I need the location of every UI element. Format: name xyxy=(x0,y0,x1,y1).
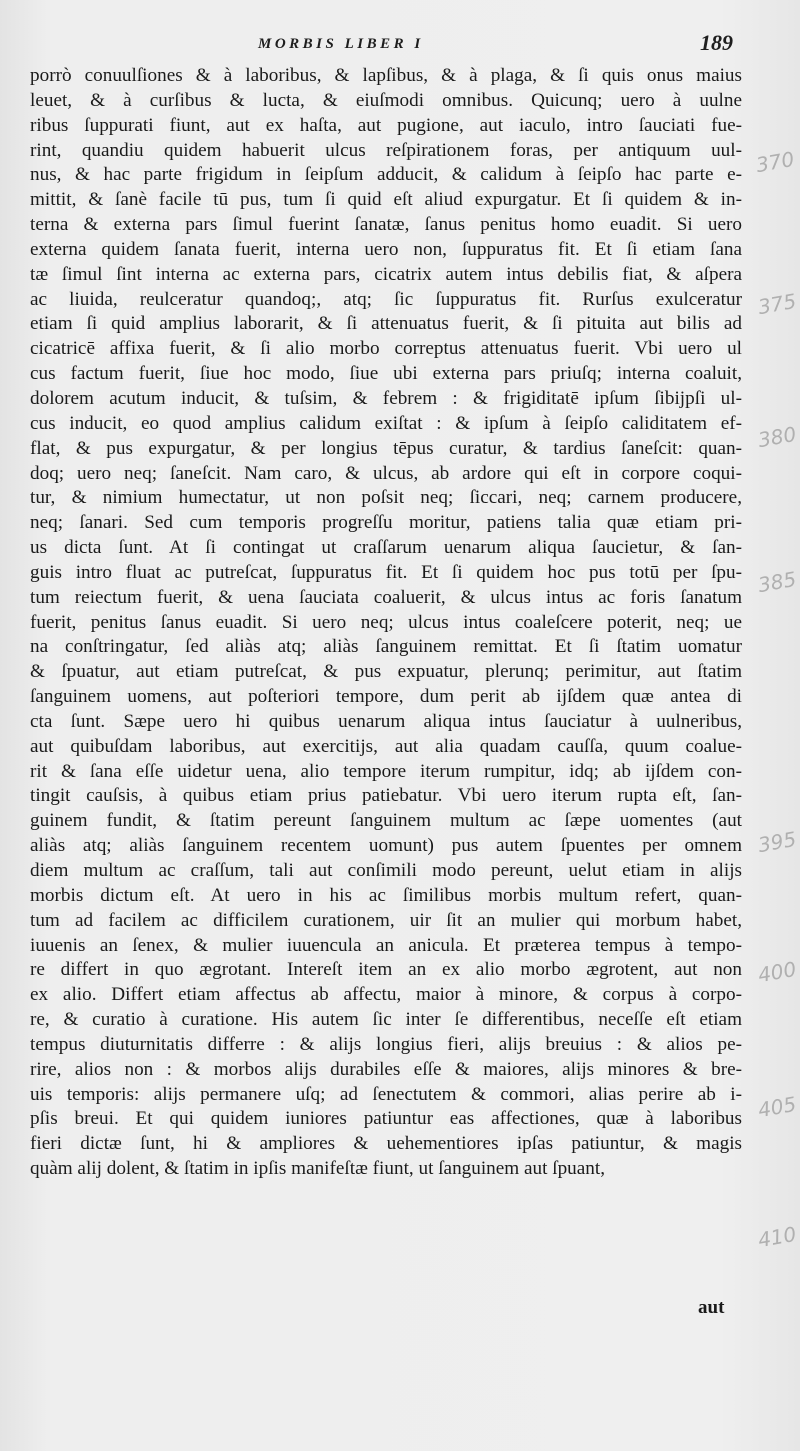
text-line: ſanguinem uomens, aut poſteriori tempore, dum perit ab ijſdem quæ antea di xyxy=(30,686,742,708)
text-line: cus factum fuerit, ſiue hoc modo, ſiue ubi externa pars priuſq; interna coaluit, xyxy=(30,363,742,385)
margin-note: 385 xyxy=(756,566,798,598)
text-line: terna & externa pars ſimul fuerint ſanatæ, ſanus penitus homo euadit. Si uero xyxy=(30,214,742,236)
text-line: tum ad facilem ac difficilem curationem, uir ſit an mulier qui morbum habet, xyxy=(30,909,742,931)
text-line: guinem fundit, & ſtatim pereunt ſanguinem multum ac ſæpe uomentes (aut xyxy=(30,810,742,832)
text-line: tur, & nimium humectatur, ut non poſsit neq; ſiccari, neq; carnem producere, xyxy=(30,487,742,509)
text-line: nus, & hac parte frigidum in ſeipſum adducit, & calidum à ſeipſo hac parte e- xyxy=(30,164,742,186)
text-line: uis temporis: alijs permanere uſq; ad ſenectutem & commori, alias perire ab i- xyxy=(30,1083,742,1105)
text-line: rit & ſana eſſe uidetur uena, alio tempore iterum rumpitur, idq; ab ijſdem con- xyxy=(30,760,742,782)
text-line: cicatricē affixa fuerit, & ſi alio morbo correptus attenuatus fuerit. Vbi uero ul xyxy=(30,338,742,360)
text-line: fuerit, penitus ſanus euadit. Si uero neq; ulcus intus coaleſcere poterit, neq; ue xyxy=(30,611,742,633)
margin-note: 395 xyxy=(756,826,798,858)
page-header xyxy=(0,30,800,60)
text-line: quàm alij dolent, & ſtatim in ipſis manifeſtæ fiunt, ut ſanguinem aut ſpuant, xyxy=(30,1158,606,1180)
text-line: morbis dictum eſt. At uero in his ac ſimilibus morbis multum refert, quan- xyxy=(30,884,742,906)
text-line: dolorem acutum inducit, & tuſsim, & febrem : & frigiditatē ipſum ſibijpſi ul- xyxy=(30,387,742,409)
text-line: mittit, & ſanè facile tū pus, tum ſi quid eſt aliud expurgatur. Et ſi quidem & in- xyxy=(30,189,742,211)
text-line: externa quidem ſanata fuerit, interna uero non, ſuppuratus fit. Et ſi etiam ſana xyxy=(30,238,742,260)
text-line: re, & curatio à curatione. His autem ſic inter ſe differentibus, neceſſe eſt etiam xyxy=(30,1009,742,1031)
text-line: rire, alios non : & morbos alijs durabiles eſſe & maiores, alijs minores & bre- xyxy=(30,1058,742,1080)
text-line: cus inducit, eo quod amplius calidum exiſtat : & ipſum à ſeipſo caliditatem ef- xyxy=(30,412,742,434)
margin-note: 370 xyxy=(754,146,796,178)
text-line: re differt in quo ægrotant. Intereſt item an ex alio morbo ægrotent, aut non xyxy=(30,959,742,981)
text-line: tempus diuturnitatis differre : & alijs longius fieri, alijs breuius : & alios pe- xyxy=(30,1033,742,1055)
page-number: 189 xyxy=(700,30,733,55)
text-line: diem multum ac craſſum, tali aut conſimili modo pereunt, uelut etiam in alijs xyxy=(30,860,742,881)
margin-note: 375 xyxy=(756,288,798,320)
text-line: & ſpuatur, aut etiam putreſcat, & pus expuatur, plerunq; perimitur, aut ſtatim xyxy=(30,661,742,683)
text-line: na conſtringatur, ſed aliàs atq; aliàs ſanguinem remittat. Et ſi ſtatim uomatur xyxy=(30,636,742,658)
body-text xyxy=(30,64,742,1182)
text-line: tum reiectum fuerit, & uena ſauciata coaluerit, & ulcus intus ac foris ſanatum xyxy=(30,586,742,608)
margin-note: 400 xyxy=(756,956,798,988)
text-line: ex alio. Differt etiam affectus ab affectu, maior à minore, & corpus à corpo- xyxy=(30,984,742,1006)
text-line: us dicta ſunt. At ſi contingat ut craſſarum uenarum aliqua ſaucietur, & ſan- xyxy=(30,537,742,559)
text-line: aut quibuſdam laboribus, aut exercitijs, aut alia quadam cauſſa, quum coalue- xyxy=(30,735,742,757)
running-head: MORBIS LIBER I xyxy=(258,36,424,52)
text-line: tæ ſimul ſint interna ac externa pars, cicatrix autem intus debilis fiat, & aſpera xyxy=(30,263,742,285)
text-line: rint, quandiu quidem habuerit ulcus reſpirationem foras, per antiquum uul- xyxy=(30,139,742,161)
text-line: ribus ſuppurati fiunt, aut ex haſta, aut pugione, aut iaculo, intro ſauciati fue- xyxy=(30,114,742,136)
text-line: fieri dictæ ſunt, hi & ampliores & uehementiores ipſas patiuntur, & magis xyxy=(30,1133,742,1155)
text-line: aliàs atq; aliàs ſanguinem recentem uomunt) pus autem ſpuentes per omnem xyxy=(30,835,742,857)
text-line: etiam ſi quid amplius laborarit, & ſi attenuatus fuerit, & ſi pituita aut bilis ad xyxy=(30,313,742,335)
text-line: pſis breui. Et qui quidem iuniores patiuntur eas affectiones, quæ à laboribus xyxy=(30,1108,742,1130)
text-line: flat, & pus expurgatur, & per longius tēpus curatur, & tardius ſaneſcit: quan- xyxy=(30,437,742,459)
margin-note: 380 xyxy=(756,421,798,453)
margin-note: 410 xyxy=(756,1221,798,1253)
margin-note: 405 xyxy=(756,1091,798,1123)
text-line: neq; ſanari. Sed cum temporis progreſſu moritur, patiens talia quæ etiam pri- xyxy=(30,512,742,534)
text-line: iuuenis an ſenex, & mulier iuuencula an anicula. Et præterea tempus à tempo- xyxy=(30,934,742,956)
text-line: leuet, & à curſibus & lucta, & eiuſmodi omnibus. Quicunq; uero à uulne xyxy=(30,89,742,111)
text-line: doq; uero neq; ſaneſcit. Nam caro, & ulcus, ab ardore qui eſt in corpore coqui- xyxy=(30,462,742,484)
text-line: guis intro fluat ac putreſcat, ſuppuratus fit. Et ſi quidem hoc pus totū per ſpu- xyxy=(30,561,742,583)
text-line: porrò conuulſiones & à laboribus, & lapſibus, & à plaga, & ſi quis onus maius xyxy=(30,65,742,86)
text-line: tingit cauſsis, à quibus etiam prius patiebatur. Vbi uero iterum rupta eſt, ſan- xyxy=(30,785,742,807)
text-line: cta ſunt. Sæpe uero hi quibus uenarum aliqua intus ſauciatur à uulneribus, xyxy=(30,710,742,732)
catchword: aut xyxy=(698,1297,725,1318)
text-line: ac liuida, reulceratur quandoq;, atq; ſic ſuppuratus fit. Rurſus exulceratur xyxy=(30,288,742,310)
